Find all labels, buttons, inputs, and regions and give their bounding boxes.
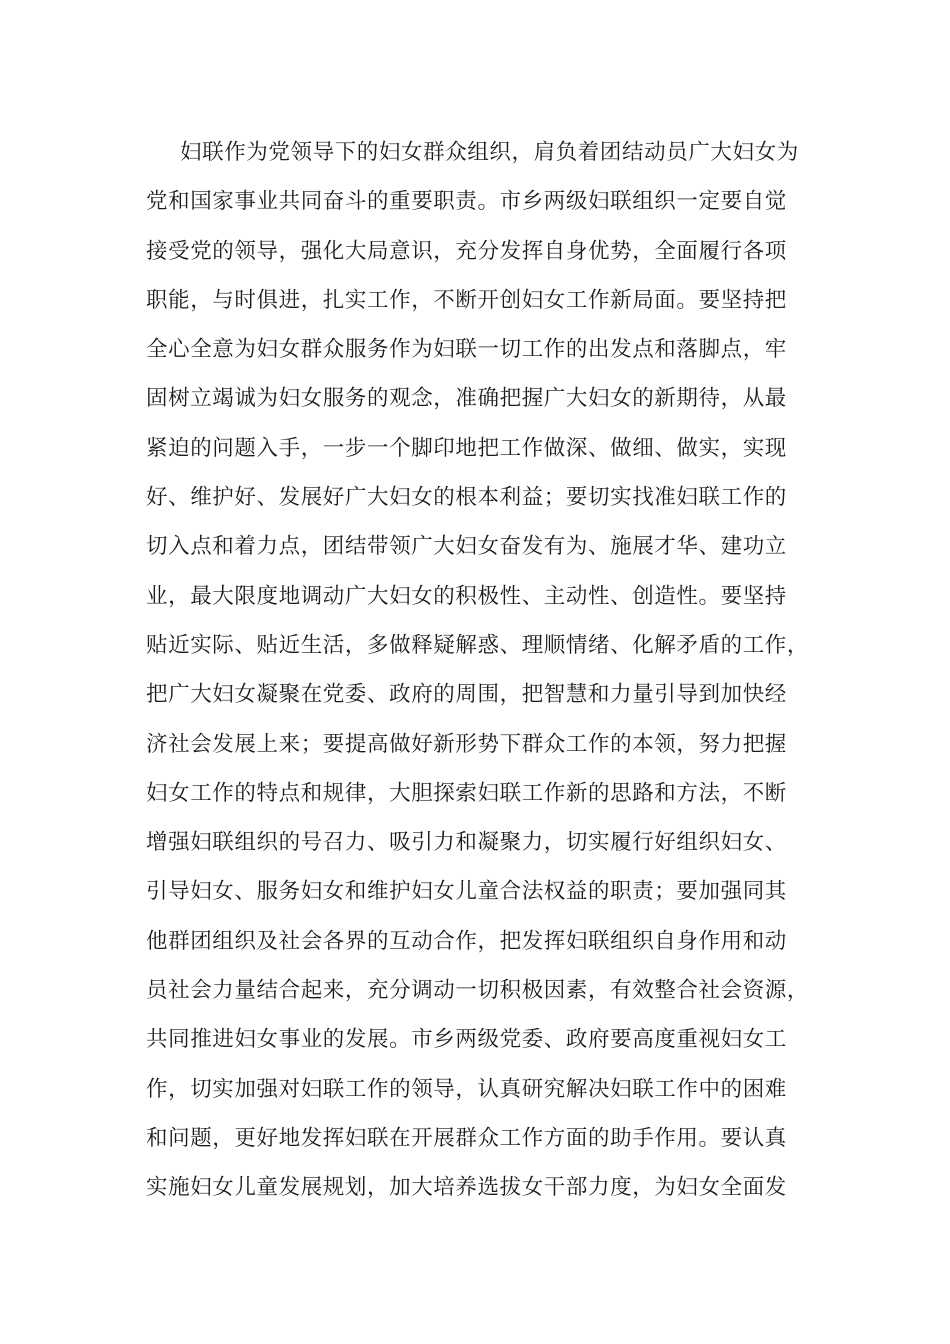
paragraph-line: 党和国家事业共同奋斗的重要职责。市乡两级妇联组织一定要自觉 bbox=[146, 189, 787, 215]
paragraph-line: 妇联作为党领导下的妇女群众组织，肩负着团结动员广大妇女为 bbox=[180, 140, 799, 165]
paragraph-line: 引导妇女、服务妇女和维护妇女儿童合法权益的职责；要加强同其 bbox=[146, 879, 787, 905]
paragraph-line: 业，最大限度地调动广大妇女的积极性、主动性、创造性。要坚持 bbox=[146, 583, 787, 609]
paragraph-line: 好、维护好、发展好广大妇女的根本利益；要切实找准妇联工作的 bbox=[146, 485, 787, 511]
paragraph-line: 作，切实加强对妇联工作的领导，认真研究解决妇联工作中的困难 bbox=[146, 1076, 787, 1102]
paragraph-line: 把广大妇女凝聚在党委、政府的周围，把智慧和力量引导到加快经 bbox=[146, 682, 787, 708]
paragraph-line: 共同推进妇女事业的发展。市乡两级党委、政府要高度重视妇女工 bbox=[146, 1027, 787, 1053]
paragraph-line: 紧迫的问题入手，一步一个脚印地把工作做深、做细、做实，实现 bbox=[146, 435, 787, 461]
paragraph-line: 职能，与时俱进，扎实工作，不断开创妇女工作新局面。要坚持把 bbox=[146, 287, 787, 313]
paragraph-line: 和问题，更好地发挥妇联在开展群众工作方面的助手作用。要认真 bbox=[146, 1125, 787, 1151]
paragraph-line: 接受党的领导，强化大局意识，充分发挥自身优势，全面履行各项 bbox=[146, 238, 787, 264]
paragraph-line: 妇女工作的特点和规律，大胆探索妇联工作新的思路和方法，不断 bbox=[146, 780, 787, 806]
paragraph-line: 固树立竭诚为妇女服务的观念，准确把握广大妇女的新期待，从最 bbox=[146, 386, 787, 412]
paragraph-line: 贴近实际、贴近生活，多做释疑解惑、理顺情绪、化解矛盾的工作， bbox=[146, 632, 810, 658]
paragraph-line: 增强妇联组织的号召力、吸引力和凝聚力，切实履行好组织妇女、 bbox=[146, 830, 787, 856]
paragraph-line: 济社会发展上来；要提高做好新形势下群众工作的本领，努力把握 bbox=[146, 731, 787, 757]
paragraph-line: 他群团组织及社会各界的互动合作，把发挥妇联组织自身作用和动 bbox=[146, 928, 787, 954]
body-paragraph bbox=[146, 128, 810, 1213]
paragraph-line: 员社会力量结合起来，充分调动一切积极因素，有效整合社会资源， bbox=[146, 978, 810, 1004]
paragraph-line: 实施妇女儿童发展规划，加大培养选拔女干部力度，为妇女全面发 bbox=[146, 1175, 787, 1201]
paragraph-line: 全心全意为妇女群众服务作为妇联一切工作的出发点和落脚点，牢 bbox=[146, 337, 787, 363]
paragraph-line: 切入点和着力点，团结带领广大妇女奋发有为、施展才华、建功立 bbox=[146, 534, 787, 560]
